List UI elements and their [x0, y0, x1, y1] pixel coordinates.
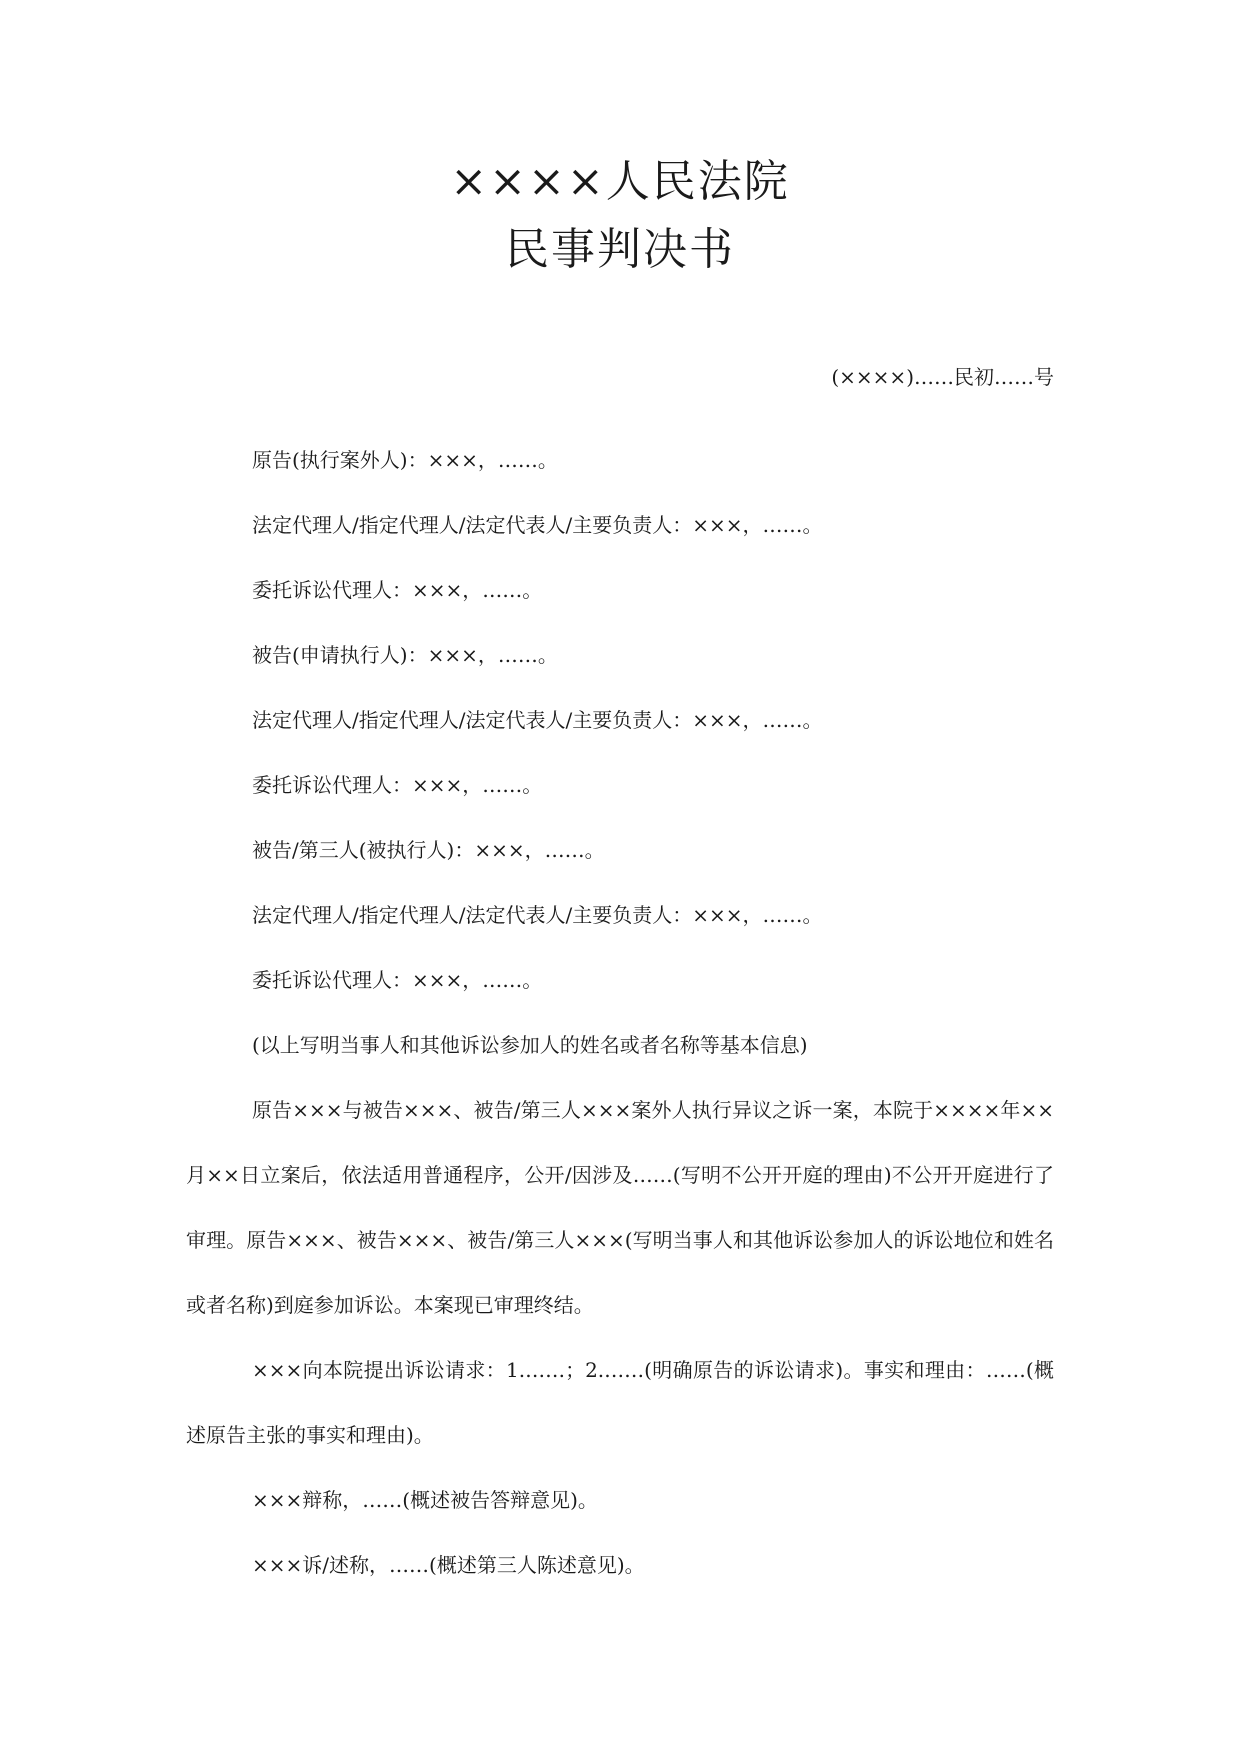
parties-note: (以上写明当事人和其他诉讼参加人的姓名或者名称等基本信息) — [252, 1033, 808, 1057]
party-third: 被告/第三人(被执行人)：×××，……。 — [252, 838, 605, 862]
document-body — [186, 428, 1054, 1598]
document-title: 民事判决书 — [505, 224, 735, 275]
defendant-agent: 委托诉讼代理人：×××，……。 — [252, 773, 543, 797]
claims-paragraph: ×××向本院提出诉讼请求：1.……；2.……(明确原告的诉讼请求)。事实和理由：……(概述原告主张的事实和理由)。 — [186, 1358, 1054, 1447]
party-plaintiff: 原告(执行案外人)：×××，……。 — [252, 448, 558, 472]
plaintiff-representative: 法定代理人/指定代理人/法定代表人/主要负责人：×××，……。 — [252, 513, 823, 537]
party-defendant: 被告(申请执行人)：×××，……。 — [252, 643, 558, 667]
case-overview-paragraph: 原告×××与被告×××、被告/第三人×××案外人执行异议之诉一案，本院于××××年××月××日立案后，依法适用普通程序，公开/因涉及……(写明不公开开庭的理由)不公开开庭进行了审理。原告×××、被告×××、被告/第三人×××(写明当事人和其他诉讼参加人的诉讼地位和姓名或者名称)到庭参加诉讼。本案现已审理终结。 — [186, 1098, 1054, 1317]
court-title: ××××人民法院 — [450, 156, 790, 207]
plaintiff-agent: 委托诉讼代理人：×××，……。 — [252, 578, 543, 602]
case-number: (××××)……民初……号 — [831, 365, 1054, 389]
defendant-representative: 法定代理人/指定代理人/法定代表人/主要负责人：×××，……。 — [252, 708, 823, 732]
third-party-statement-paragraph: ×××诉/述称，……(概述第三人陈述意见)。 — [252, 1553, 645, 1577]
defense-paragraph: ×××辩称，……(概述被告答辩意见)。 — [252, 1488, 598, 1512]
third-party-representative: 法定代理人/指定代理人/法定代表人/主要负责人：×××，……。 — [252, 903, 823, 927]
third-party-agent: 委托诉讼代理人：×××，……。 — [252, 968, 543, 992]
